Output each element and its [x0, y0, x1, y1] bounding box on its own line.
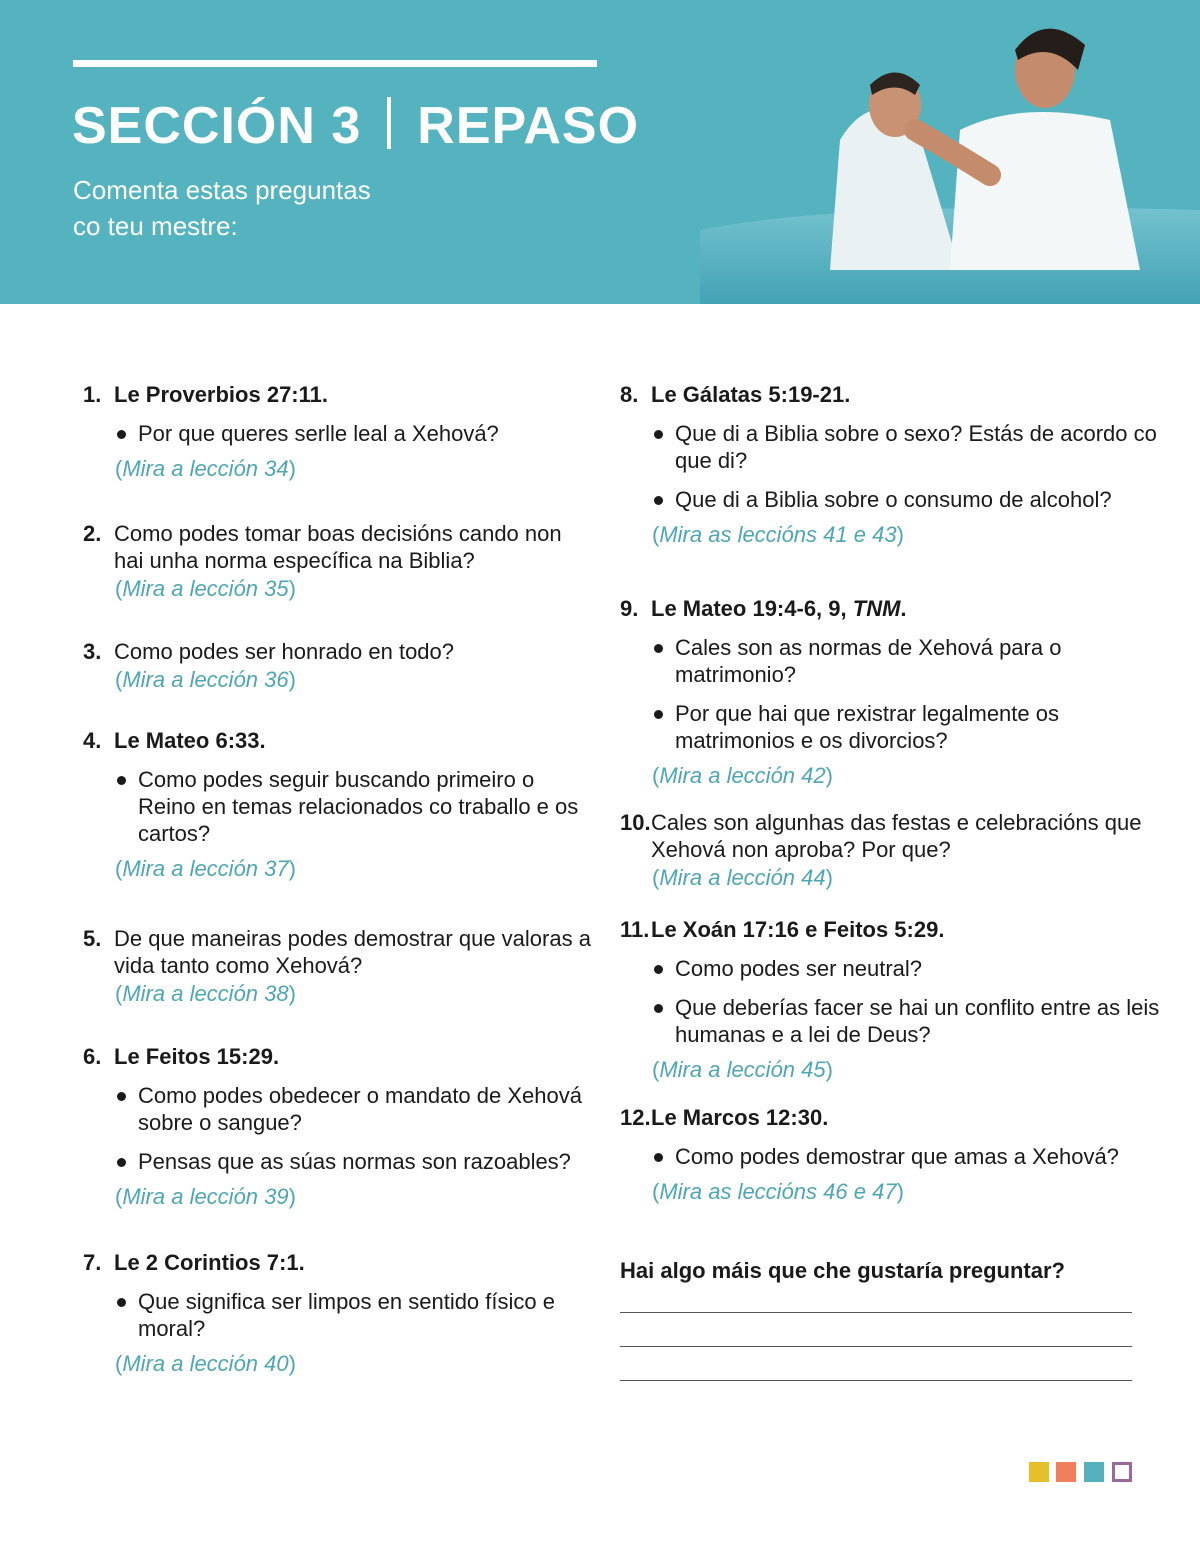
- color-square-outline: [1112, 1462, 1132, 1482]
- question-text: Como podes tomar boas decisións cando non hai unha norma específica na Biblia?: [114, 521, 562, 573]
- title-section: SECCIÓN 3: [72, 97, 362, 155]
- paren: (: [652, 1179, 660, 1204]
- paren: ): [288, 981, 296, 1006]
- lesson-reference: [652, 762, 1160, 789]
- question-item: [620, 381, 1160, 548]
- header-banner: [0, 0, 1200, 304]
- paren: (: [652, 1057, 660, 1082]
- question-heading: [620, 1104, 1160, 1131]
- paren: (: [652, 763, 660, 788]
- paren: (: [115, 1184, 123, 1209]
- reference-text: Mira a lección 44: [659, 865, 826, 890]
- question-number: 1.: [83, 382, 102, 407]
- bullet-item: Por que hai que rexistrar legalmente os matrimonios e os divorcios?: [653, 700, 1160, 754]
- question-text: Le Feitos 15:29.: [114, 1044, 280, 1069]
- bullet-item: Que deberías facer se hai un conflito entre as leis humanas e a lei de Deus?: [653, 994, 1160, 1048]
- bullet-item: Cales son as normas de Xehová para o matrimonio?: [653, 634, 1160, 688]
- paren: ): [288, 576, 296, 601]
- paren: (: [115, 576, 123, 601]
- question-number: 8.: [620, 382, 639, 407]
- answer-line[interactable]: [620, 1346, 1132, 1347]
- bullet-list: [116, 1082, 593, 1175]
- paren: ): [288, 1351, 296, 1376]
- title-review: REPASO: [417, 97, 640, 155]
- question-number: 11.: [620, 917, 650, 942]
- paren: ): [896, 522, 904, 547]
- reference-text: Mira a lección 35: [122, 576, 289, 601]
- subtitle-line: co teu mestre:: [73, 211, 238, 241]
- paren: ): [896, 1179, 904, 1204]
- bullet-list: [116, 1288, 593, 1342]
- paren: ): [825, 865, 833, 890]
- question-heading: [83, 520, 593, 574]
- lesson-reference: [115, 666, 593, 693]
- paren: ): [288, 856, 296, 881]
- paren: (: [652, 865, 660, 890]
- paren: ): [825, 763, 833, 788]
- lesson-reference: [115, 455, 593, 482]
- question-heading: [620, 381, 1160, 408]
- lesson-reference: [652, 1056, 1160, 1083]
- answer-line[interactable]: [620, 1312, 1132, 1313]
- question-item: [83, 520, 593, 602]
- question-number: 12.: [620, 1105, 651, 1130]
- question-item: [83, 638, 593, 693]
- bullet-item: Pensas que as súas normas son razoables?: [116, 1148, 593, 1175]
- question-item: [620, 916, 1160, 1083]
- reference-text: Mira a lección 39: [122, 1184, 289, 1209]
- bullet-item: Que di a Biblia sobre o consumo de alcohol?: [653, 486, 1160, 513]
- reference-text: Mira a lección 37: [122, 856, 289, 881]
- question-text: Como podes ser honrado en todo?: [114, 639, 455, 664]
- question-item: [83, 1043, 593, 1210]
- paren: (: [115, 1351, 123, 1376]
- question-heading: [83, 1043, 593, 1070]
- question-number: 9.: [620, 596, 639, 621]
- question-text: Le Mateo 6:33.: [114, 728, 266, 753]
- bullet-list: [116, 766, 593, 847]
- bullet-item: Como podes obedecer o mandato de Xehová sobre o sangue?: [116, 1082, 593, 1136]
- question-heading: [83, 925, 593, 979]
- question-item: [620, 1104, 1160, 1205]
- question-number: 10.: [620, 810, 651, 835]
- bullet-item: Como podes ser neutral?: [653, 955, 1160, 982]
- italic-abbrev: TNM: [852, 596, 901, 621]
- question-heading: [83, 727, 593, 754]
- question-heading: [620, 916, 1160, 943]
- color-square-teal: [1084, 1462, 1104, 1482]
- question-heading: [620, 595, 1160, 622]
- bullet-item: Que di a Biblia sobre o sexo? Estás de acordo co que di?: [653, 420, 1160, 474]
- paren: (: [115, 456, 123, 481]
- bullet-item: Como podes demostrar que amas a Xehová?: [653, 1143, 1160, 1170]
- bullet-list: [653, 1143, 1160, 1170]
- question-item: [83, 1249, 593, 1377]
- lesson-reference: [652, 521, 1160, 548]
- lesson-reference: [115, 575, 593, 602]
- reference-text: Mira a lección 40: [122, 1351, 289, 1376]
- question-heading: [83, 638, 593, 665]
- title-divider: [387, 97, 391, 149]
- color-square-salmon: [1056, 1462, 1076, 1482]
- bullet-list: [653, 634, 1160, 754]
- bullet-list: [653, 420, 1160, 513]
- lesson-reference: [115, 980, 593, 1007]
- subtitle: [73, 172, 473, 244]
- closing-question: Hai algo máis que che gustaría preguntar?: [620, 1258, 1065, 1283]
- question-text: Le Xoán 17:16 e Feitos 5:29.: [651, 917, 945, 942]
- paren: (: [115, 667, 123, 692]
- bullet-item: Por que queres serlle leal a Xehová?: [116, 420, 593, 447]
- paren: ): [825, 1057, 833, 1082]
- question-number: 7.: [83, 1250, 102, 1275]
- question-number: 3.: [83, 639, 102, 664]
- header-rule: [73, 60, 597, 67]
- question-number: 5.: [83, 926, 102, 951]
- reference-text: Mira a lección 42: [659, 763, 826, 788]
- question-item: [620, 809, 1160, 891]
- question-heading: [83, 1249, 593, 1276]
- question-text: Le 2 Corintios 7:1.: [114, 1250, 305, 1275]
- question-item: [83, 925, 593, 1007]
- question-item: [620, 595, 1160, 789]
- question-number: 6.: [83, 1044, 102, 1069]
- question-text: Le Mateo 19:4-6, 9, TNM.: [651, 596, 907, 621]
- paren: ): [288, 1184, 296, 1209]
- paren: (: [115, 856, 123, 881]
- lesson-reference: [115, 1350, 593, 1377]
- bullet-list: [653, 955, 1160, 1048]
- answer-line[interactable]: [620, 1380, 1132, 1381]
- paren: ): [288, 667, 296, 692]
- question-text: Cales son algunhas das festas e celebracións que Xehová non aproba? Por que?: [651, 810, 1142, 862]
- page-title: [72, 96, 639, 156]
- reference-text: Mira as leccións 41 e 43: [659, 522, 897, 547]
- reference-text: Mira as leccións 46 e 47: [659, 1179, 897, 1204]
- question-text: Le Marcos 12:30.: [651, 1105, 829, 1130]
- lesson-reference: [115, 1183, 593, 1210]
- subtitle-line: Comenta estas preguntas: [73, 175, 371, 205]
- question-heading: [83, 381, 593, 408]
- question-item: [83, 727, 593, 882]
- paren: (: [652, 522, 660, 547]
- reference-text: Mira a lección 38: [122, 981, 289, 1006]
- bullet-list: [116, 420, 593, 447]
- lesson-reference: [652, 864, 1160, 891]
- reference-text: Mira a lección 45: [659, 1057, 826, 1082]
- question-text: De que maneiras podes demostrar que valoras a vida tanto como Xehová?: [114, 926, 591, 978]
- question-text: Le Gálatas 5:19-21.: [651, 382, 851, 407]
- lesson-reference: [115, 855, 593, 882]
- question-heading: [620, 809, 1160, 863]
- paren: (: [115, 981, 123, 1006]
- question-item: [83, 381, 593, 482]
- question-text: Le Proverbios 27:11.: [114, 382, 328, 407]
- baptism-illustration: [700, 0, 1200, 304]
- bullet-item: Que significa ser limpos en sentido físico e moral?: [116, 1288, 593, 1342]
- question-number: 4.: [83, 728, 102, 753]
- reference-text: Mira a lección 34: [122, 456, 289, 481]
- paren: ): [288, 456, 296, 481]
- question-number: 2.: [83, 521, 102, 546]
- bullet-item: Como podes seguir buscando primeiro o Reino en temas relacionados co traballo e os cartos?: [116, 766, 593, 847]
- lesson-reference: [652, 1178, 1160, 1205]
- reference-text: Mira a lección 36: [122, 667, 289, 692]
- color-square-yellow: [1029, 1462, 1049, 1482]
